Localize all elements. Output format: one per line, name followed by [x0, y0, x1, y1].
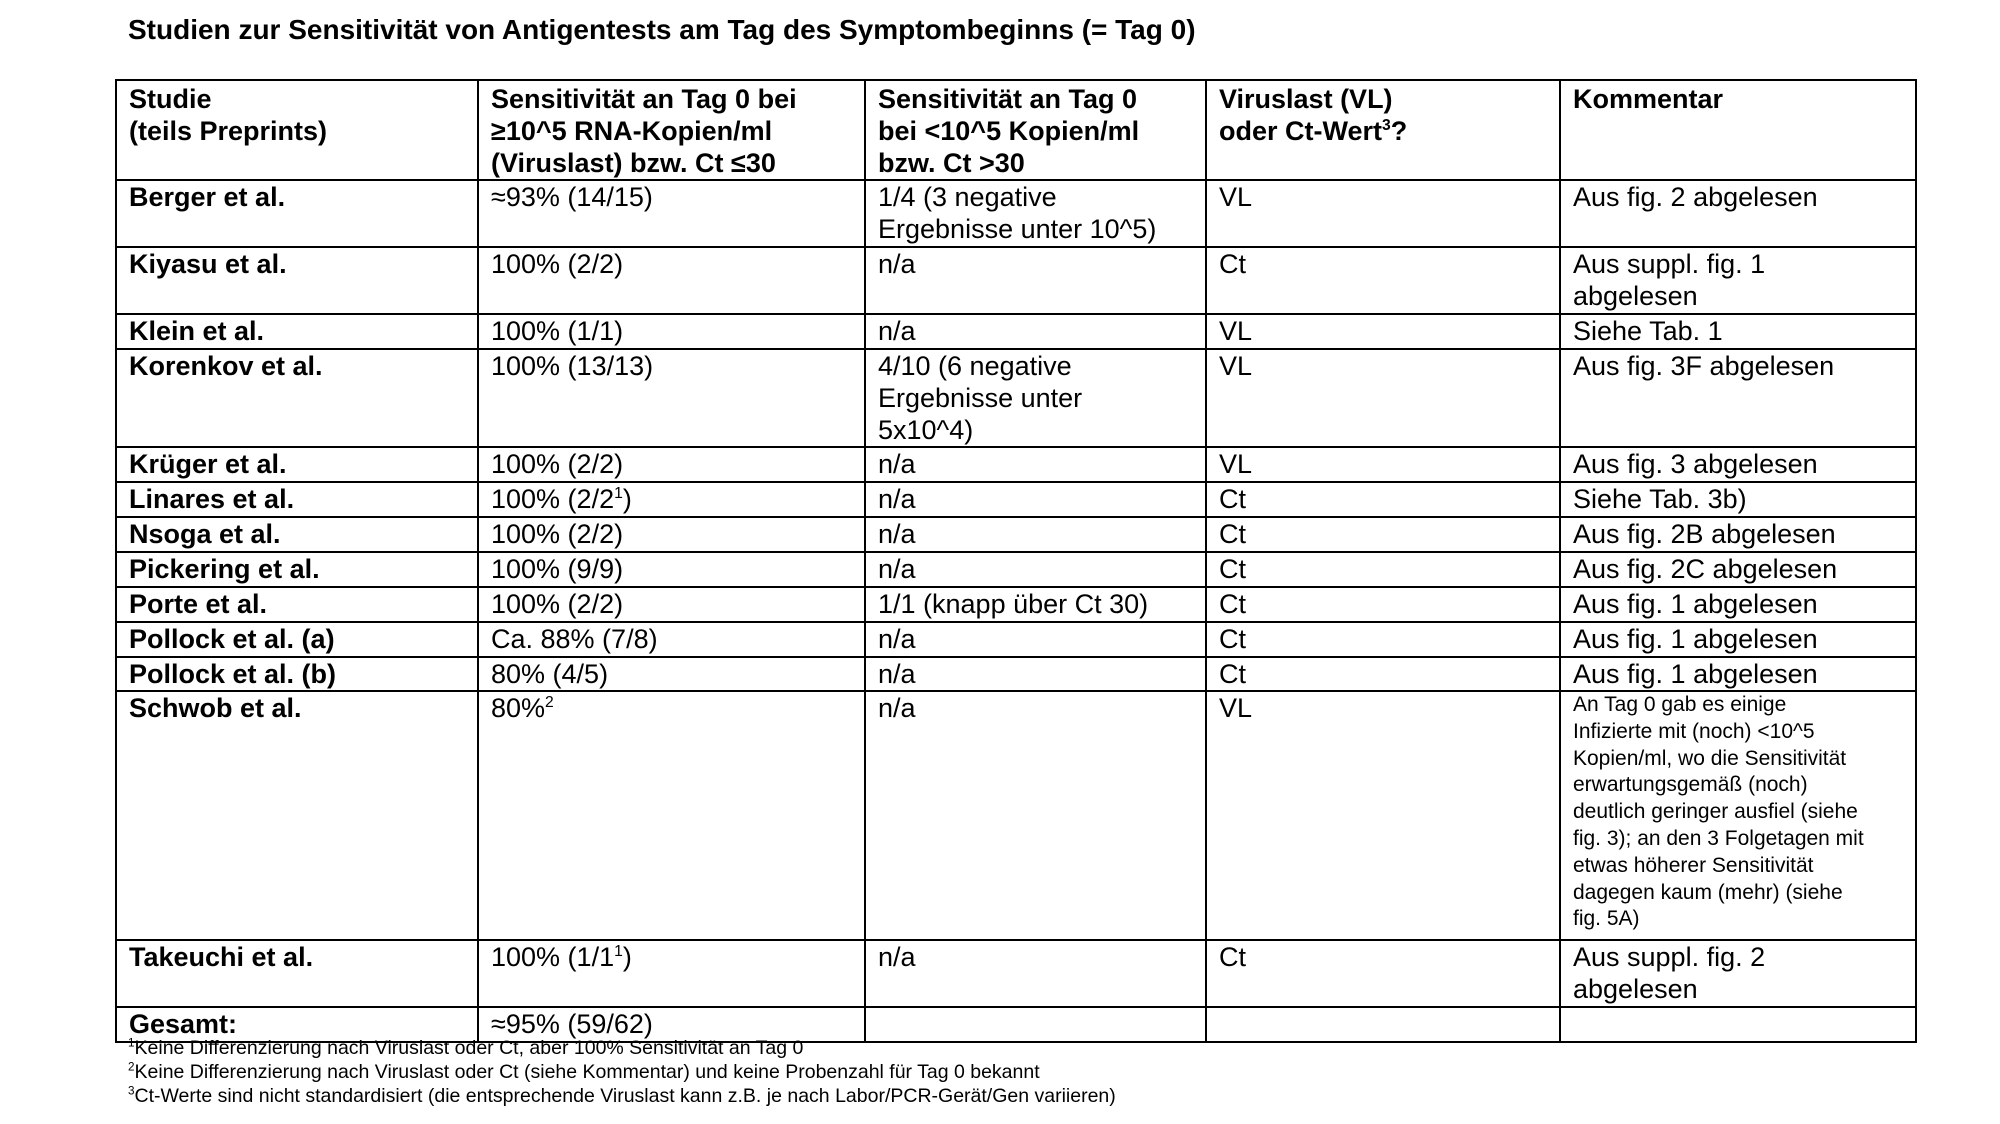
viral-load-ct-cell [1206, 1007, 1560, 1042]
viral-load-ct-cell: VL [1206, 447, 1560, 482]
sensitivity-high-cell: 80% (4/5) [478, 657, 865, 691]
study-cell: Kiyasu et al. [116, 247, 478, 314]
document-title: Studien zur Sensitivität von Antigentests am Tag des Symptombeginns (= Tag 0) [128, 14, 1196, 45]
viral-load-ct-cell: Ct [1206, 587, 1560, 622]
footnotes [128, 1036, 1116, 1108]
footnote-ref: 2 [545, 694, 554, 711]
sensitivity-low-cell: n/a [865, 314, 1206, 349]
footnote [128, 1036, 1116, 1060]
study-cell: Schwob et al. [116, 691, 478, 940]
sensitivity-high-cell: 100% (2/2) [478, 517, 865, 552]
study-cell: Gesamt: [116, 1007, 478, 1042]
table-row [116, 587, 1916, 622]
viral-load-ct-cell: Ct [1206, 940, 1560, 1007]
footnote-number: 1 [128, 1036, 135, 1050]
comment-cell: Aus suppl. fig. 2 abgelesen [1560, 940, 1916, 1007]
sensitivity-low-cell: n/a [865, 657, 1206, 691]
table-row [116, 552, 1916, 587]
sensitivity-low-cell: n/a [865, 691, 1206, 940]
study-cell: Krüger et al. [116, 447, 478, 482]
sensitivity-high-cell: 100% (2/2) [478, 587, 865, 622]
table-row [116, 517, 1916, 552]
sensitivity-high-cell: 100% (1/1) [478, 314, 865, 349]
footnote-number: 3 [128, 1084, 135, 1098]
sensitivity-high-cell: 100% (13/13) [478, 349, 865, 447]
footnote-ref: 1 [614, 943, 623, 960]
footnote-text: Keine Differenzierung nach Viruslast oder Ct, aber 100% Sensitivität an Tag 0 [134, 1037, 804, 1059]
footnote-text: Keine Differenzierung nach Viruslast oder Ct (siehe Kommentar) und keine Probenzahl für Tag 0 bekannt [134, 1061, 1040, 1083]
sensitivity-low-cell: n/a [865, 482, 1206, 517]
header-cell-sensitivity-high: Sensitivität an Tag 0 bei ≥10^5 RNA-Kopien/ml (Viruslast) bzw. Ct ≤30 [478, 80, 865, 180]
viral-load-ct-cell: VL [1206, 691, 1560, 940]
comment-cell: Aus fig. 2 abgelesen [1560, 180, 1916, 247]
study-cell: Korenkov et al. [116, 349, 478, 447]
comment-cell: An Tag 0 gab es einige Infizierte mit (noch) <10^5 Kopien/ml, wo die Sensitivität erwartungsgemäß (noch) deutlich geringer ausfiel (siehe fig. 3); an den 3 Folgetagen mit etwas höherer Sensitivität dagegen kaum (mehr) (siehe fig. 5A) [1560, 691, 1916, 940]
viral-load-ct-cell: Ct [1206, 657, 1560, 691]
comment-cell: Aus fig. 2C abgelesen [1560, 552, 1916, 587]
study-cell: Porte et al. [116, 587, 478, 622]
footnote-ref: 3 [1382, 117, 1391, 134]
table-row [116, 691, 1916, 940]
header-cell-viral-load-or-ct: Viruslast (VL) oder Ct-Wert$^3$? [1206, 80, 1560, 180]
table-row [116, 447, 1916, 482]
viral-load-ct-cell: Ct [1206, 482, 1560, 517]
table-row [116, 349, 1916, 447]
table-row [116, 622, 1916, 657]
footnote [128, 1084, 1116, 1108]
comment-cell: Aus fig. 3F abgelesen [1560, 349, 1916, 447]
header-cell-sensitivity-low: Sensitivität an Tag 0 bei <10^5 Kopien/ml bzw. Ct >30 [865, 80, 1206, 180]
footnote-number: 2 [128, 1060, 135, 1074]
sensitivity-low-cell: n/a [865, 517, 1206, 552]
header-cell-comment: Kommentar [1560, 80, 1916, 180]
study-cell: Pollock et al. (a) [116, 622, 478, 657]
study-cell: Pickering et al. [116, 552, 478, 587]
table-row [116, 247, 1916, 314]
comment-cell: Aus fig. 1 abgelesen [1560, 622, 1916, 657]
viral-load-ct-cell: Ct [1206, 622, 1560, 657]
study-cell: Pollock et al. (b) [116, 657, 478, 691]
sensitivity-high-cell: ≈93% (14/15) [478, 180, 865, 247]
sensitivity-high-cell: 100% (2/2$^1$) [478, 482, 865, 517]
sensitivity-high-cell: 100% (9/9) [478, 552, 865, 587]
study-cell: Takeuchi et al. [116, 940, 478, 1007]
comment-cell: Aus suppl. fig. 1 abgelesen [1560, 247, 1916, 314]
table-row [116, 180, 1916, 247]
sensitivity-high-cell: 80%$^2$ [478, 691, 865, 940]
comment-cell: Aus fig. 2B abgelesen [1560, 517, 1916, 552]
viral-load-ct-cell: Ct [1206, 517, 1560, 552]
comment-cell [1560, 1007, 1916, 1042]
sensitivity-low-cell: n/a [865, 622, 1206, 657]
study-cell: Nsoga et al. [116, 517, 478, 552]
footnote-text: Ct-Werte sind nicht standardisiert (die entsprechende Viruslast kann z.B. je nach Labor/PCR-Gerät/Gen variieren) [134, 1085, 1116, 1107]
viral-load-ct-cell: Ct [1206, 247, 1560, 314]
table-row [116, 940, 1916, 1007]
sensitivity-high-cell: 100% (1/1$^1$) [478, 940, 865, 1007]
sensitivity-low-cell: n/a [865, 447, 1206, 482]
table-row [116, 314, 1916, 349]
sensitivity-low-cell: 4/10 (6 negative Ergebnisse unter 5x10^4) [865, 349, 1206, 447]
header-cell-study: Studie (teils Preprints) [116, 80, 478, 180]
comment-cell: Aus fig. 1 abgelesen [1560, 657, 1916, 691]
sensitivity-high-cell: ≈95% (59/62) [478, 1007, 865, 1042]
study-cell: Klein et al. [116, 314, 478, 349]
comment-cell: Siehe Tab. 1 [1560, 314, 1916, 349]
viral-load-ct-cell: VL [1206, 180, 1560, 247]
sensitivity-high-cell: Ca. 88% (7/8) [478, 622, 865, 657]
study-cell: Linares et al. [116, 482, 478, 517]
footnote-ref: 1 [614, 485, 623, 502]
sensitivity-low-cell: 1/4 (3 negative Ergebnisse unter 10^5) [865, 180, 1206, 247]
viral-load-ct-cell: VL [1206, 349, 1560, 447]
sensitivity-low-cell: n/a [865, 552, 1206, 587]
footnote [128, 1060, 1116, 1084]
viral-load-ct-cell: Ct [1206, 552, 1560, 587]
comment-cell: Siehe Tab. 3b) [1560, 482, 1916, 517]
comment-cell: Aus fig. 3 abgelesen [1560, 447, 1916, 482]
table-row [116, 482, 1916, 517]
sensitivity-high-cell: 100% (2/2) [478, 247, 865, 314]
sensitivity-low-cell: n/a [865, 247, 1206, 314]
sensitivity-low-cell: 1/1 (knapp über Ct 30) [865, 587, 1206, 622]
sensitivity-high-cell: 100% (2/2) [478, 447, 865, 482]
sensitivity-low-cell: n/a [865, 940, 1206, 1007]
table-header-row [116, 80, 1916, 180]
viral-load-ct-cell: VL [1206, 314, 1560, 349]
sensitivity-table [115, 79, 1917, 1043]
comment-cell: Aus fig. 1 abgelesen [1560, 587, 1916, 622]
study-cell: Berger et al. [116, 180, 478, 247]
table-row [116, 657, 1916, 691]
